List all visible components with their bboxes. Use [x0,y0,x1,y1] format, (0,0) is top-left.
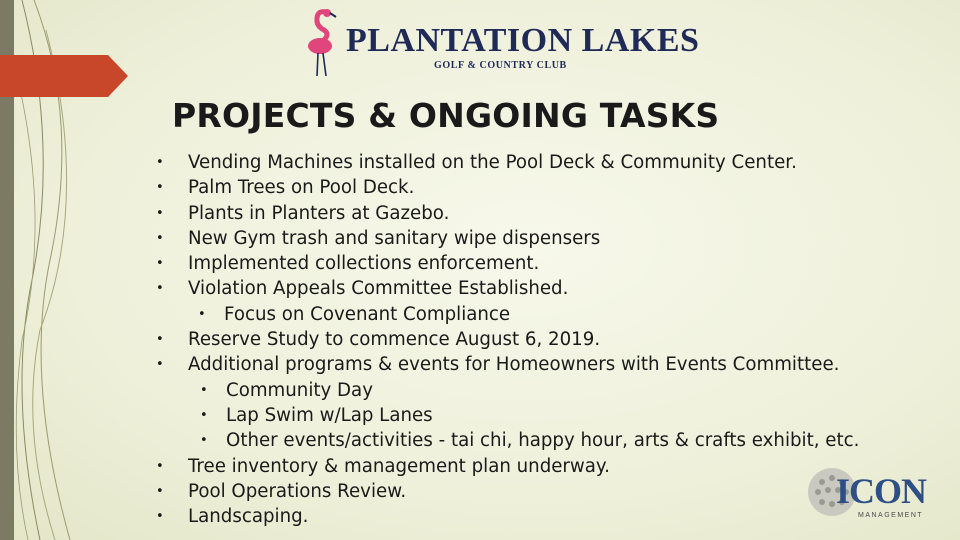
bullet-marker: • [156,205,164,221]
list-item-text: Vending Machines installed on the Pool Deck & Community Center. [188,152,797,173]
list-item [156,201,946,226]
bullet-marker: • [156,458,164,474]
icon-logo-name: ICON [836,471,927,511]
bullet-marker: • [200,407,208,423]
icon-logo-subtitle: MANAGEMENT [858,512,924,519]
slide-title: PROJECTS & ONGOING TASKS [172,96,720,135]
icon-management-logo [806,462,946,524]
list-item-text: Focus on Covenant Compliance [224,303,511,325]
list-item-text: Pool Operations Review. [188,480,407,502]
bullet-marker: • [156,180,164,196]
list-item-text: Violation Appeals Committee Established. [188,278,569,300]
accent-arrow [0,55,130,97]
logo-name: PLANTATION LAKES [346,22,700,59]
list-item [156,150,946,175]
bullet-marker: • [156,509,164,525]
bullet-marker: • [156,256,164,272]
flamingo-icon [300,6,344,78]
list-item [156,175,946,200]
bullet-marker: • [156,332,164,348]
list-item-text: Lap Swim w/Lap Lanes [226,404,433,426]
sub-list-item [156,302,946,327]
list-item [156,276,946,301]
sub-list-item [156,403,946,428]
list-item-text: New Gym trash and sanitary wipe dispensers [188,227,601,249]
list-item [156,251,946,276]
sub-list-item [156,428,946,453]
list-item-text: Community Day [226,379,373,401]
list-item-text: Tree inventory & management plan underway. [188,455,610,477]
bullet-marker: • [200,382,208,398]
list-item-text: Palm Trees on Pool Deck. [188,177,415,199]
list-item-text: Plants in Planters at Gazebo. [188,202,450,224]
bullet-marker: • [156,230,164,246]
sub-list-item [156,378,946,403]
list-item-text: Additional programs & events for Homeowners with Events Committee. [188,354,840,376]
bullet-marker: • [156,357,164,373]
logo-subtitle: GOLF & COUNTRY CLUB [434,60,567,71]
bullet-marker: • [198,306,206,322]
list-item-text: Reserve Study to commence August 6, 2019. [188,329,601,351]
list-item-text: Implemented collections enforcement. [188,253,540,275]
bullet-marker: • [200,433,208,449]
bullet-marker: • [156,281,164,297]
list-item [156,327,946,352]
list-item [156,352,946,377]
list-item-text: Landscaping. [188,506,309,528]
plantation-lakes-logo [300,6,700,82]
bullet-marker: • [156,155,164,170]
bullet-marker: • [156,483,164,499]
list-item-text: Other events/activities - tai chi, happy hour, arts & crafts exhibit, etc. [226,430,860,452]
list-item [156,226,946,251]
